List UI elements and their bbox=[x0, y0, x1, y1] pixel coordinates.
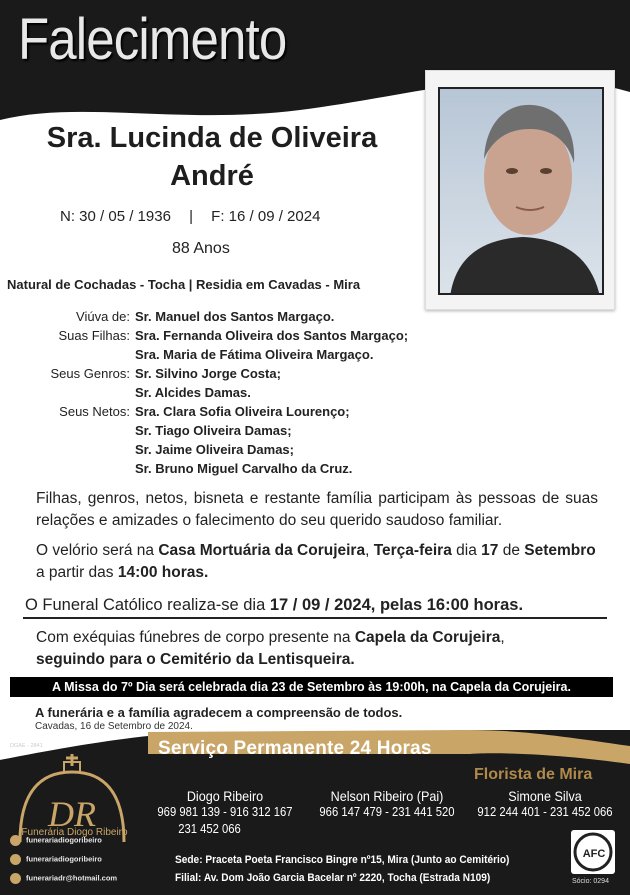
wake-time: 14:00 horas. bbox=[117, 564, 209, 581]
exequies-text: , bbox=[500, 629, 505, 646]
contact-name: Simone Silva bbox=[508, 788, 582, 804]
contact-name: Diogo Ribeiro bbox=[186, 788, 264, 804]
member-number: Sócio: 0294 bbox=[572, 878, 609, 885]
wake-day: 17 bbox=[481, 542, 499, 559]
family-member: Sr. Alcides Damas. bbox=[135, 385, 251, 400]
deceased-name-line1: Sra. Lucinda de Oliveira bbox=[46, 122, 378, 154]
service-banner: Serviço Permanente 24 Horas bbox=[158, 738, 432, 759]
contact-phone[interactable]: 912 244 401 - 231 452 066 bbox=[477, 805, 613, 819]
social-text: funerariadiogoribeiro bbox=[26, 835, 102, 845]
funeral-underline bbox=[23, 617, 607, 619]
wake-text: , bbox=[365, 542, 374, 559]
email-icon bbox=[10, 873, 21, 884]
family-notice: Filhas, genros, netos, bisneta e restante família participam às pessoas de suas relações e amizades o falecimento do seu querido saudoso familiar. bbox=[36, 490, 598, 529]
family-member: Sr. Silvino Jorge Costa; bbox=[135, 366, 281, 381]
contact-phone[interactable]: 231 452 066 bbox=[178, 822, 241, 836]
date-separator: | bbox=[189, 208, 193, 225]
social-text: funerariadr@hotmail.com bbox=[26, 873, 118, 883]
family-member: Sr. Manuel dos Santos Margaço. bbox=[135, 309, 335, 324]
portrait-photo bbox=[438, 87, 604, 295]
place-date: Cavadas, 16 de Setembro de 2024. bbox=[35, 721, 193, 732]
facebook-icon bbox=[10, 854, 21, 865]
exequies-text: Com exéquias fúnebres de corpo presente na bbox=[36, 629, 355, 646]
family-member: Sra. Fernanda Oliveira dos Santos Margaço; bbox=[135, 328, 409, 343]
family-label: Viúva de: bbox=[76, 309, 130, 324]
social-text: funerariadiogoribeiro bbox=[26, 854, 102, 864]
origin-residence: Natural de Cochadas - Tocha | Residia em Cavadas - Mira bbox=[7, 277, 361, 292]
family-member: Sr. Jaime Oliveira Damas; bbox=[135, 442, 294, 457]
wake-text: O velório será na bbox=[36, 542, 159, 559]
afc-badge bbox=[571, 830, 615, 874]
age: 88 Anos bbox=[172, 240, 230, 257]
thanks-text: A funerária e a família agradecem a compreensão de todos. bbox=[35, 705, 403, 720]
wake-text: de bbox=[498, 542, 525, 559]
cemetery-text: seguindo para o Cemitério da Lentisqueira. bbox=[36, 651, 355, 668]
wake-weekday: Terça-feira bbox=[373, 542, 452, 559]
footer bbox=[0, 730, 630, 895]
chapel-name: Capela da Corujeira bbox=[354, 629, 501, 646]
life-dates bbox=[60, 208, 320, 225]
deceased-name-line2: André bbox=[170, 160, 254, 192]
social-instagram[interactable] bbox=[10, 835, 102, 846]
family-label: Seus Netos: bbox=[59, 404, 130, 419]
logo-funeral-home-name: Funerária Diogo Ribeiro bbox=[21, 827, 128, 838]
instagram-icon bbox=[10, 835, 21, 846]
wake-month: Setembro bbox=[524, 542, 596, 559]
headquarters-address: Sede: Praceta Poeta Francisco Bingre nº15, Mira (Junto ao Cemitério) bbox=[175, 854, 510, 866]
family-member: Sr. Tiago Oliveira Damas; bbox=[135, 423, 292, 438]
wake-location: Casa Mortuária da Corujeira bbox=[158, 542, 366, 559]
family-label: Seus Genros: bbox=[50, 366, 130, 381]
wake-text: a partir das bbox=[36, 564, 118, 581]
contact-phone[interactable]: 966 147 479 - 231 441 520 bbox=[319, 805, 455, 819]
funeral-text: O Funeral Católico realiza-se dia bbox=[25, 596, 270, 614]
social-facebook[interactable] bbox=[10, 854, 102, 865]
seventh-day-mass-banner: A Missa do 7º Dia será celebrada dia 23 de Setembro às 19:00h, na Capela da Corujeira. bbox=[10, 677, 613, 697]
contact-diogo bbox=[140, 788, 310, 838]
social-email[interactable] bbox=[10, 873, 117, 884]
contact-simone bbox=[460, 788, 630, 821]
dgae-code: DGAE - 2841 bbox=[10, 743, 43, 749]
exequies-notice bbox=[36, 627, 598, 671]
wake-text: dia bbox=[451, 542, 482, 559]
logo-letters: DR bbox=[48, 794, 96, 834]
family-member: Sra. Clara Sofia Oliveira Lourenço; bbox=[135, 404, 350, 419]
family-label: Suas Filhas: bbox=[58, 328, 130, 343]
funeral-date-time: 17 / 09 / 2024, pelas 16:00 horas. bbox=[269, 596, 524, 614]
afc-badge-text: AFC bbox=[582, 848, 606, 860]
funeral-notice bbox=[25, 596, 523, 615]
florist-name: Florista de Mira bbox=[474, 766, 593, 783]
portrait-frame bbox=[425, 70, 615, 310]
contact-name: Nelson Ribeiro (Pai) bbox=[330, 788, 444, 804]
family-member: Sr. Bruno Miguel Carvalho da Cruz. bbox=[135, 461, 353, 476]
family-member: Sra. Maria de Fátima Oliveira Margaço. bbox=[135, 347, 374, 362]
contact-phone[interactable]: 969 981 139 - 916 312 167 bbox=[157, 805, 293, 819]
branch-address: Filial: Av. Dom João Garcia Bacelar nº 2220, Tocha (Estrada N109) bbox=[175, 872, 491, 884]
page-title: Falecimento bbox=[18, 7, 287, 72]
birth-date: N: 30 / 05 / 1936 bbox=[60, 208, 171, 225]
contact-nelson bbox=[302, 788, 472, 821]
death-date: F: 16 / 09 / 2024 bbox=[211, 208, 321, 225]
wake-notice bbox=[36, 540, 598, 584]
